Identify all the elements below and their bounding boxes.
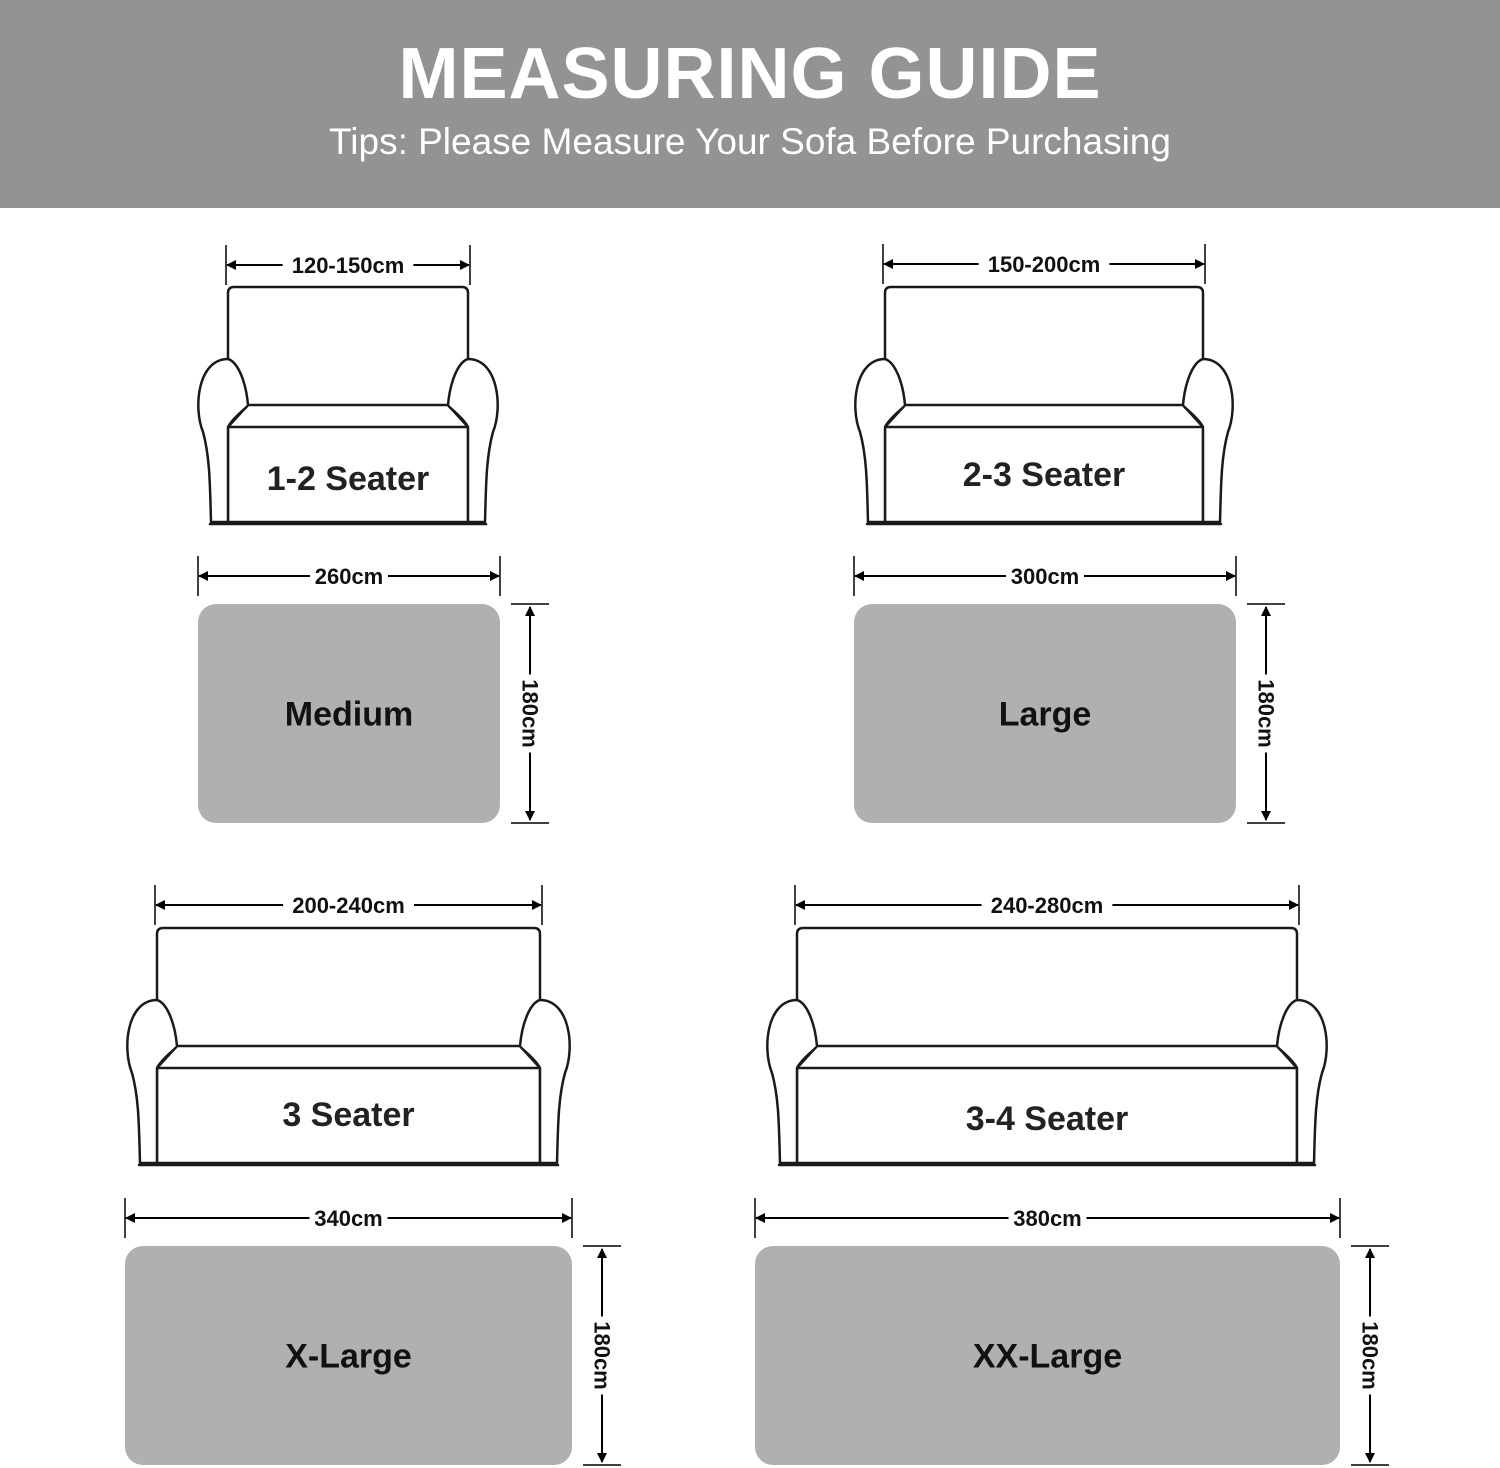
- seater-label-1: 1-2 Seater: [266, 460, 430, 498]
- cover-width-dimension-1-label: 260cm: [314, 564, 384, 589]
- page-title: MEASURING GUIDE: [398, 34, 1102, 114]
- seater-label-4: 3-4 Seater: [965, 1100, 1129, 1138]
- cover-width-dimension-3-label: 340cm: [314, 1206, 383, 1231]
- cover-width-dimension-1: [198, 556, 500, 596]
- sofa-width-dimension-3-label: 200-240cm: [292, 893, 405, 918]
- size-label-2: Large: [998, 695, 1092, 734]
- cover-width-dimension-3: [125, 1198, 572, 1238]
- cover-height-dimension-1: [511, 604, 549, 823]
- sofa-width-dimension-2-label: 150-200cm: [987, 252, 1101, 277]
- sofa-backrest: [157, 928, 540, 1000]
- size-label-1: Medium: [284, 695, 414, 734]
- sofa-width-dimension-1: [226, 245, 470, 285]
- cover-height-dimension-3-label: 180cm: [589, 1321, 615, 1390]
- cover-height-dimension-3: [583, 1246, 621, 1465]
- cover-width-dimension-2: [854, 556, 1236, 596]
- seater-label-3: 3 Seater: [282, 1096, 415, 1134]
- seater-label-2: 2-3 Seater: [962, 456, 1126, 494]
- cover-height-dimension-2: [1247, 604, 1285, 823]
- size-label-3: X-Large: [285, 1337, 412, 1376]
- cover-height-dimension-1-label: 180cm: [517, 679, 543, 748]
- cover-height-dimension-4: [1351, 1246, 1389, 1465]
- sofa-backrest: [797, 928, 1297, 1000]
- cover-width-dimension-4: [755, 1198, 1340, 1238]
- sofa-width-dimension-1-label: 120-150cm: [291, 253, 405, 278]
- sofa-width-dimension-4-label: 240-280cm: [990, 893, 1104, 918]
- size-label-4: XX-Large: [972, 1337, 1123, 1376]
- page-subtitle: Tips: Please Measure Your Sofa Before Purchasing: [329, 121, 1171, 162]
- sofa-backrest: [885, 287, 1203, 359]
- cover-width-dimension-4-label: 380cm: [1013, 1206, 1082, 1231]
- cover-height-dimension-2-label: 180cm: [1253, 679, 1279, 748]
- sofa-width-dimension-2: [883, 244, 1205, 284]
- sofa-width-dimension-4: [795, 885, 1299, 925]
- cover-height-dimension-4-label: 180cm: [1357, 1321, 1383, 1390]
- sofa-backrest: [228, 287, 468, 359]
- sofa-width-dimension-3: [155, 885, 542, 925]
- cover-width-dimension-2-label: 300cm: [1010, 564, 1080, 589]
